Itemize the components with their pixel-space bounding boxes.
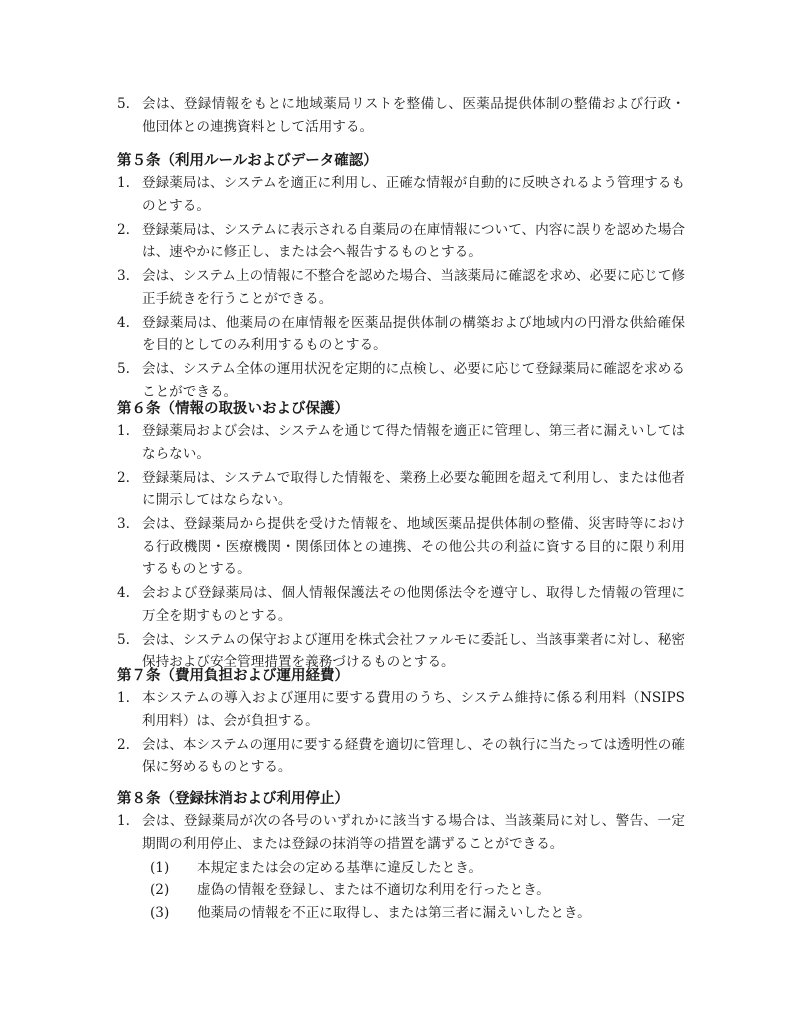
article-8	[117, 788, 685, 924]
list-item	[117, 312, 685, 357]
item-number: 5.	[117, 361, 130, 377]
item-number: 1.	[117, 423, 130, 439]
item-number: 3.	[117, 516, 130, 532]
sub-item-text: 本規定または会の定める基準に違反したとき。	[197, 859, 482, 876]
article-8-heading: 第８条（登録抹消および利用停止）	[117, 791, 349, 807]
item-number: 1.	[117, 813, 130, 829]
article-5	[117, 150, 685, 405]
sub-list-item	[117, 857, 685, 880]
item-text: 会は、本システムの運用に要する経費を適切に管理し、その執行に当たっては透明性の確保に努めるものとする。	[142, 736, 685, 775]
sub-item-text: 虚偽の情報を登録し、または不適切な利用を行ったとき。	[197, 882, 550, 898]
item-number: 3.	[117, 268, 130, 284]
list-item	[117, 582, 685, 627]
item-text: 会は、登録情報をもとに地域薬局リストを整備し、医薬品提供体制の整備および行政・他団体との連携資料として活用する。	[142, 96, 685, 135]
list-item	[117, 734, 685, 779]
sub-item-number: (2)	[150, 882, 170, 898]
item-text: 会は、登録薬局から提供を受けた情報を、地域医薬品提供体制の整備、災害時等における行政機関・医療機関・関係団体との連携、その他公共の利益に資する目的に限り利用するものとする。	[142, 516, 685, 577]
item-text: 本システムの導入および運用に要する費用のうち、システム維持に係る利用料（NSIPS利用料）は、会が負担する。	[142, 690, 685, 729]
article-7-heading: 第７条（費用負担および運用経費）	[117, 668, 349, 684]
item-text: 会は、システム上の情報に不整合を認めた場合、当該薬局に確認を求め、必要に応じて修正手続きを行うことができる。	[142, 268, 685, 307]
sub-item-number: (1)	[150, 859, 170, 876]
sub-item-text: 他薬局の情報を不正に取得し、または第三者に漏えいしたとき。	[197, 904, 591, 921]
item-text: 会は、登録薬局が次の各号のいずれかに該当する場合は、当該薬局に対し、警告、一定期間の利用停止、または登録の抹消等の措置を講ずることができる。	[142, 813, 685, 852]
item-number: 5.	[117, 631, 130, 648]
sub-item-number: (3)	[150, 904, 170, 921]
sub-list-item	[117, 902, 685, 925]
list-item	[117, 513, 685, 581]
item-number: 4.	[117, 585, 130, 601]
item-number: 4.	[117, 314, 130, 331]
list-item	[117, 810, 685, 855]
intro-section	[117, 93, 685, 140]
article-7	[117, 665, 685, 780]
list-item	[117, 93, 685, 138]
item-text: 登録薬局は、他薬局の在庫情報を医薬品提供体制の構築および地域内の円滑な供給確保を目的としてのみ利用するものとする。	[142, 314, 685, 353]
list-item	[117, 687, 685, 732]
sub-list-item	[117, 879, 685, 902]
item-text: 登録薬局は、システムを適正に利用し、正確な情報が自動的に反映されるよう管理するものとする。	[142, 175, 685, 214]
list-item	[117, 420, 685, 465]
item-number: 1.	[117, 690, 130, 706]
item-text: 登録薬局および会は、システムを通じて得た情報を適正に管理し、第三者に漏えいしてはならない。	[142, 423, 685, 462]
item-number: 1.	[117, 175, 130, 191]
list-item	[117, 265, 685, 310]
item-number: 5.	[117, 96, 130, 112]
list-item	[117, 219, 685, 264]
article-6	[117, 398, 685, 675]
item-number: 2.	[117, 221, 130, 238]
item-text: 会は、システムの保守および運用を株式会社ファルモに委託し、当該事業者に対し、秘密保持および安全管理措置を義務づけるものとする。	[142, 631, 685, 670]
item-text: 会は、システム全体の運用状況を定期的に点検し、必要に応じて登録薬局に確認を求めることができる。	[142, 361, 685, 400]
article-6-heading: 第６条（情報の取扱いおよび保護）	[117, 401, 349, 417]
article-5-heading: 第５条（利用ルールおよびデータ確認）	[117, 153, 378, 169]
item-text: 会および登録薬局は、個人情報保護法その他関係法令を遵守し、取得した情報の管理に万全を期すものとする。	[142, 585, 685, 624]
item-text: 登録薬局は、システムで取得した情報を、業務上必要な範囲を超えて利用し、または他者に開示してはならない。	[142, 469, 685, 508]
item-text: 登録薬局は、システムに表示される自薬局の在庫情報について、内容に誤りを認めた場合は、速やかに修正し、または会へ報告するものとする。	[142, 221, 685, 260]
item-number: 2.	[117, 736, 130, 753]
list-item	[117, 172, 685, 217]
list-item	[117, 467, 685, 512]
item-number: 2.	[117, 469, 130, 486]
list-item	[117, 358, 685, 403]
